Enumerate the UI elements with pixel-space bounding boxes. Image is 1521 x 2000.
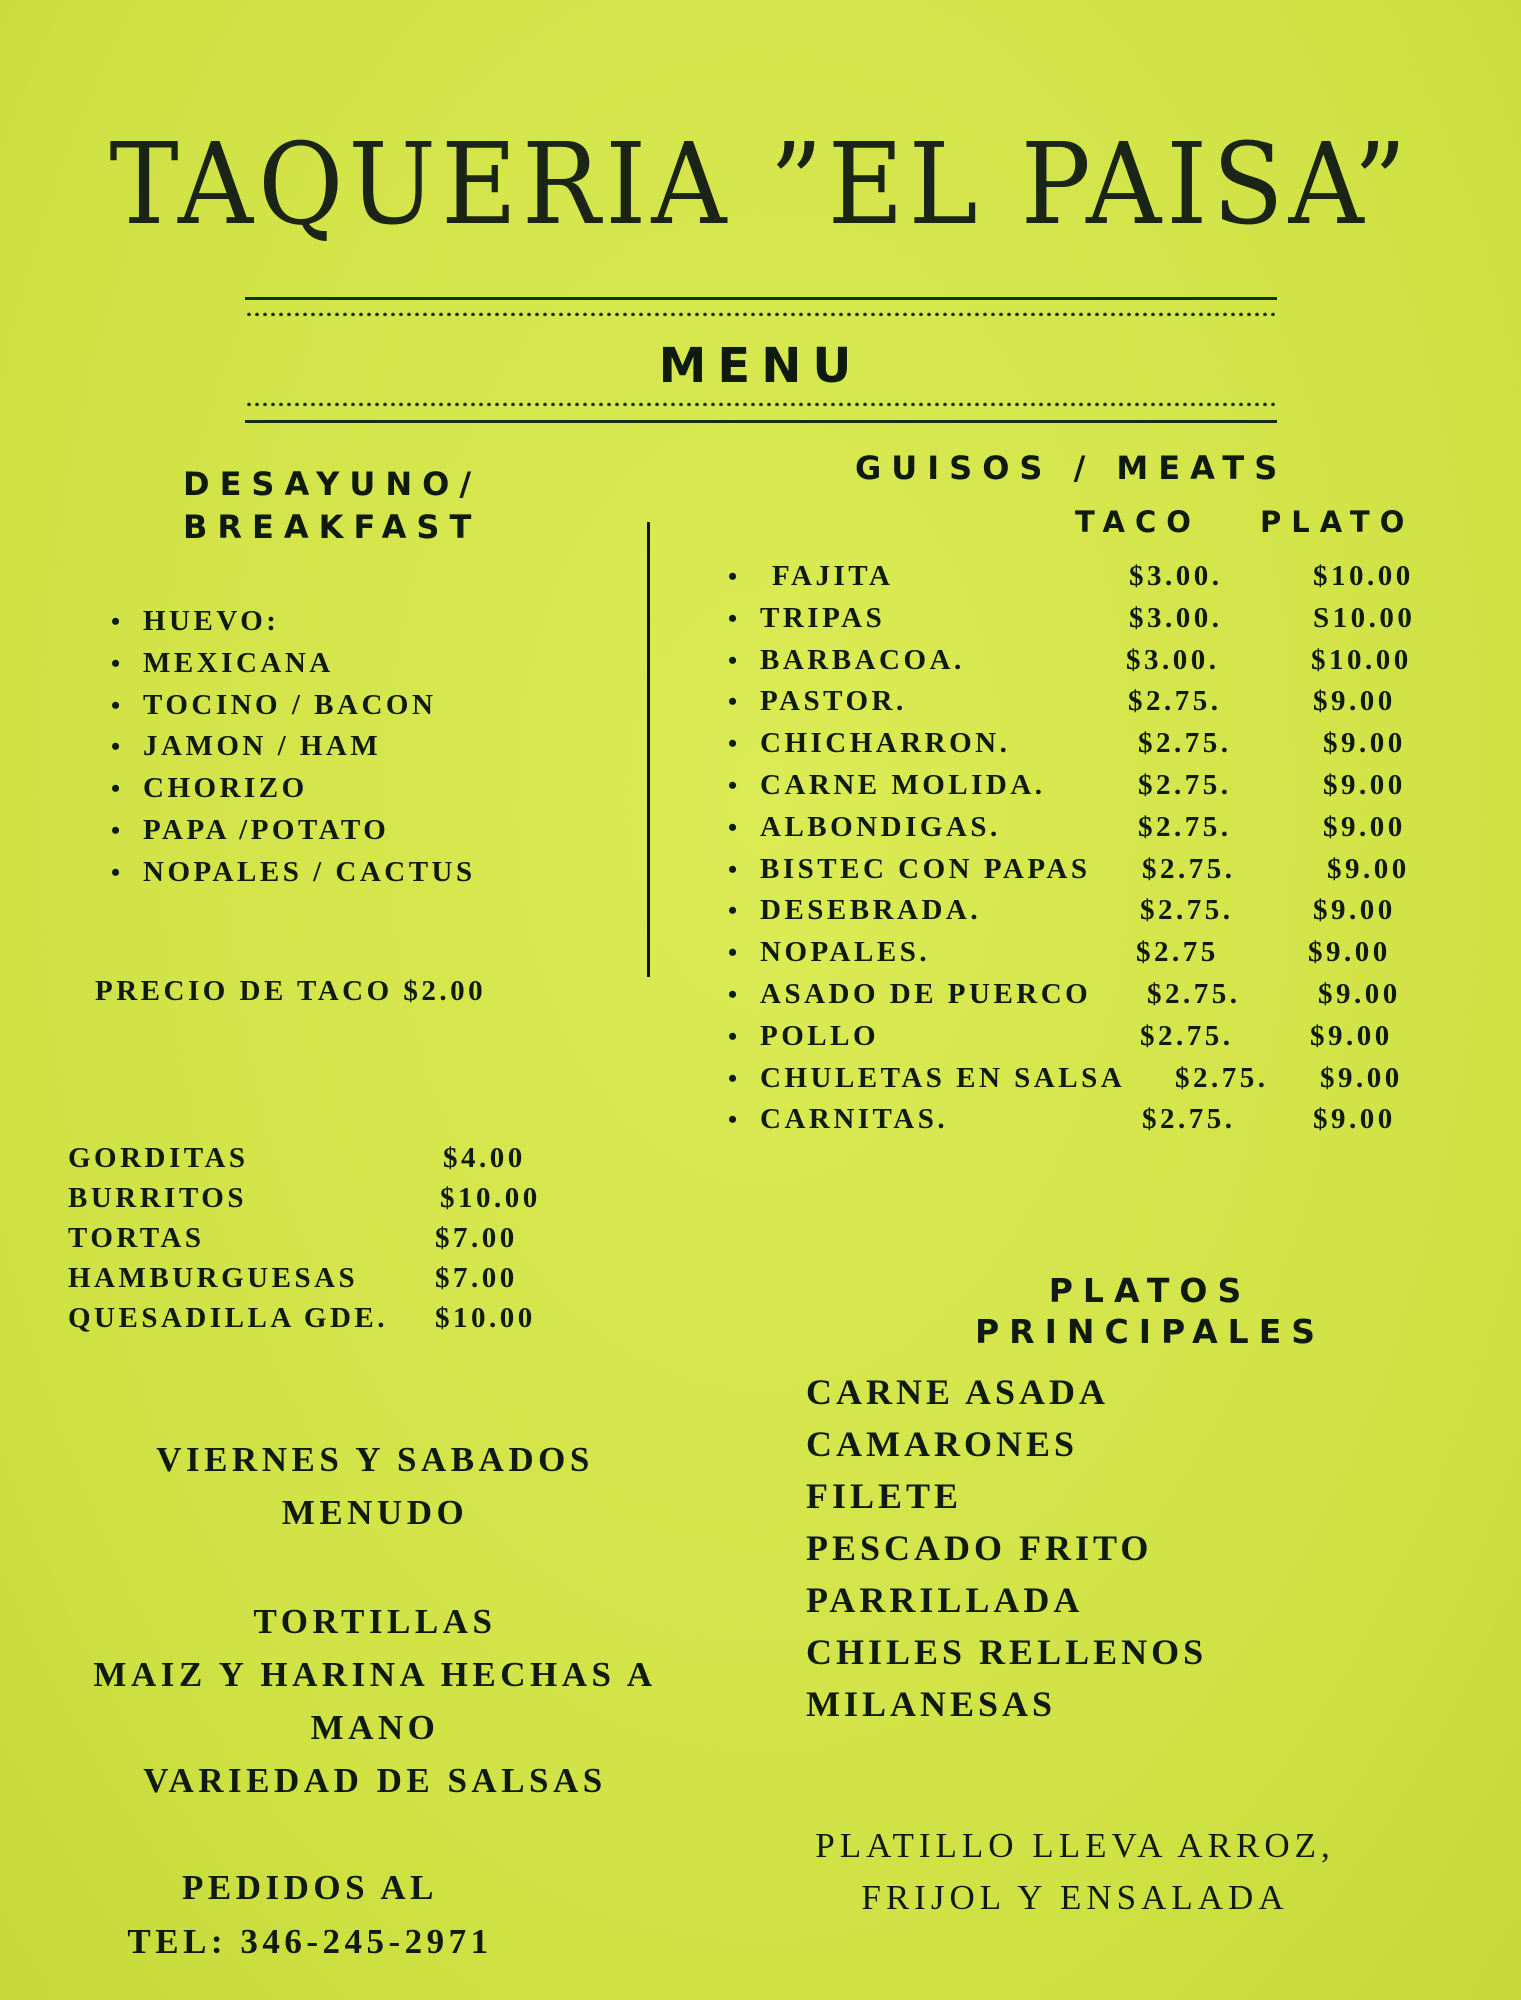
meat-name: • DESEBRADA. <box>760 894 982 927</box>
meat-plato-price: $9.00 <box>1318 977 1401 1010</box>
meat-taco-price: $3.00. <box>1126 643 1220 676</box>
restaurant-title: TAQUERIA ”EL PAISA” <box>109 118 1412 250</box>
meat-name: • BARBACOA. <box>760 643 965 676</box>
meat-name: • ALBONDIGAS. <box>760 810 1001 843</box>
table-row <box>760 807 1440 849</box>
divider-bottom-solid <box>245 420 1277 423</box>
list-item: PARRILLADA <box>806 1580 1084 1620</box>
meat-plato-price: $9.00 <box>1323 768 1406 801</box>
meat-name: • FAJITA <box>772 560 894 592</box>
meat-name: • ASADO DE PUERCO <box>760 977 1092 1010</box>
divider-top-dotted <box>245 312 1277 316</box>
divider-top-solid <box>245 297 1277 300</box>
other-item-price: $7.00 <box>435 1222 518 1254</box>
meat-plato-price: $10.00 <box>1313 560 1414 592</box>
meat-taco-price: $2.75. <box>1142 1103 1236 1136</box>
list-item: CAMARONES <box>806 1424 1079 1464</box>
table-row <box>760 681 1440 723</box>
meat-taco-price: $2.75. <box>1140 1019 1234 1052</box>
list-item: • PAPA /POTATO <box>143 810 476 852</box>
tortillas-line3: MANO <box>310 1708 440 1747</box>
other-item-price: $7.00 <box>435 1262 518 1294</box>
orders-phone: TEL: 346-245-2971 <box>127 1922 493 1961</box>
tortillas-line4: VARIEDAD DE SALSAS <box>143 1761 607 1800</box>
breakfast-heading-line1: DESAYUNO/ <box>183 465 481 503</box>
list-item: PESCADO FRITO <box>806 1528 1153 1568</box>
list-item: • TOCINO / BACON <box>143 685 476 727</box>
other-item-name: HAMBURGUESAS <box>68 1262 359 1294</box>
meat-plato-price: $9.00 <box>1313 894 1396 927</box>
meat-taco-price: $2.75. <box>1138 768 1232 801</box>
other-item-name: TORTAS <box>68 1222 205 1254</box>
list-item: MILANESAS <box>806 1684 1057 1724</box>
table-row <box>760 556 1440 598</box>
list-item: • JAMON / HAM <box>143 726 476 768</box>
meat-name: • TRIPAS <box>760 601 886 634</box>
list-item: • NOPALES / CACTUS <box>143 852 476 894</box>
meat-plato-price: $9.00 <box>1323 727 1406 760</box>
table-row <box>760 849 1440 891</box>
table-row <box>760 1099 1440 1141</box>
table-row <box>760 932 1440 974</box>
col-plato-header: PLATO <box>1260 505 1415 539</box>
meat-taco-price: $2.75. <box>1175 1061 1269 1094</box>
meat-name: • POLLO <box>760 1019 880 1052</box>
tortillas-line2: MAIZ Y HARINA HECHAS A <box>93 1655 657 1694</box>
meat-plato-price: S10.00 <box>1313 601 1416 634</box>
breakfast-list <box>143 601 476 894</box>
meat-name: • BISTEC CON PAPAS <box>760 852 1091 885</box>
meat-taco-price: $2.75. <box>1140 894 1234 927</box>
tortillas-line1: TORTILLAS <box>253 1602 497 1641</box>
other-item-price: $10.00 <box>440 1182 541 1214</box>
divider-bottom-dotted <box>245 402 1277 406</box>
meat-plato-price: $9.00 <box>1310 1019 1393 1052</box>
meat-plato-price: $9.00 <box>1327 852 1410 885</box>
meat-taco-price: $2.75. <box>1138 727 1232 760</box>
meat-plato-price: $9.00 <box>1313 685 1396 718</box>
breakfast-heading <box>183 463 481 549</box>
weekend-line1: VIERNES Y SABADOS <box>156 1440 594 1479</box>
meat-taco-price: $2.75 <box>1136 936 1219 969</box>
list-item: CHILES RELLENOS <box>806 1632 1208 1672</box>
meat-name: • NOPALES. <box>760 936 931 969</box>
meat-name: • CHICHARRON. <box>760 727 1011 760</box>
list-item: • CHORIZO <box>143 768 476 810</box>
platos-heading <box>760 1270 1521 1352</box>
taco-price: PRECIO DE TACO $2.00 <box>95 975 487 1007</box>
platos-heading-line1: PLATOS <box>1048 1271 1252 1310</box>
table-row <box>760 598 1440 640</box>
meat-plato-price: $9.00 <box>1323 810 1406 843</box>
platos-heading-line2: PRINCIPALES <box>974 1312 1326 1351</box>
table-row <box>760 890 1440 932</box>
meat-taco-price: $2.75. <box>1138 810 1232 843</box>
other-item-price: $4.00 <box>443 1142 526 1174</box>
meat-plato-price: $9.00 <box>1320 1061 1403 1094</box>
meat-taco-price: $2.75. <box>1147 977 1241 1010</box>
table-row <box>760 974 1440 1016</box>
meat-taco-price: $3.00. <box>1129 560 1223 592</box>
platos-list <box>806 1366 1207 1730</box>
list-item: CARNE ASADA <box>806 1372 1110 1412</box>
platos-note-line2: FRIJOL Y ENSALADA <box>861 1878 1289 1917</box>
breakfast-heading-line2: BREAKFAST <box>183 508 482 546</box>
meat-plato-price: $9.00 <box>1308 936 1391 969</box>
other-item-price: $10.00 <box>435 1302 536 1334</box>
table-row <box>760 765 1440 807</box>
table-row <box>760 640 1440 682</box>
meat-plato-price: $9.00 <box>1313 1103 1396 1136</box>
menu-heading: MENU <box>658 338 863 394</box>
meat-taco-price: $2.75. <box>1142 852 1236 885</box>
meat-taco-price: $2.75. <box>1128 685 1222 718</box>
list-item: • HUEVO: <box>143 601 476 643</box>
other-item-name: GORDITAS <box>68 1142 249 1174</box>
table-row <box>760 1016 1440 1058</box>
table-row <box>760 723 1440 765</box>
meats-heading: GUISOS / MEATS <box>855 449 1288 487</box>
platos-note-line1: PLATILLO LLEVA ARROZ, <box>815 1826 1335 1865</box>
other-item-name: QUESADILLA GDE. <box>68 1302 389 1334</box>
weekend-line2: MENUDO <box>281 1493 469 1532</box>
meat-name: • PASTOR. <box>760 685 907 718</box>
meat-plato-price: $10.00 <box>1311 643 1412 676</box>
other-item-name: BURRITOS <box>68 1182 247 1214</box>
meat-name: • CHULETAS EN SALSA <box>760 1061 1126 1094</box>
meat-taco-price: $3.00. <box>1129 601 1223 634</box>
list-item: • MEXICANA <box>143 643 476 685</box>
column-divider <box>647 522 650 977</box>
col-taco-header: TACO <box>1075 505 1201 539</box>
meat-name: • CARNITAS. <box>760 1103 949 1136</box>
meats-list <box>760 556 1440 1141</box>
meat-name: • CARNE MOLIDA. <box>760 768 1046 801</box>
table-row <box>760 1058 1440 1100</box>
list-item: FILETE <box>806 1476 963 1516</box>
orders-line1: PEDIDOS AL <box>181 1868 439 1907</box>
